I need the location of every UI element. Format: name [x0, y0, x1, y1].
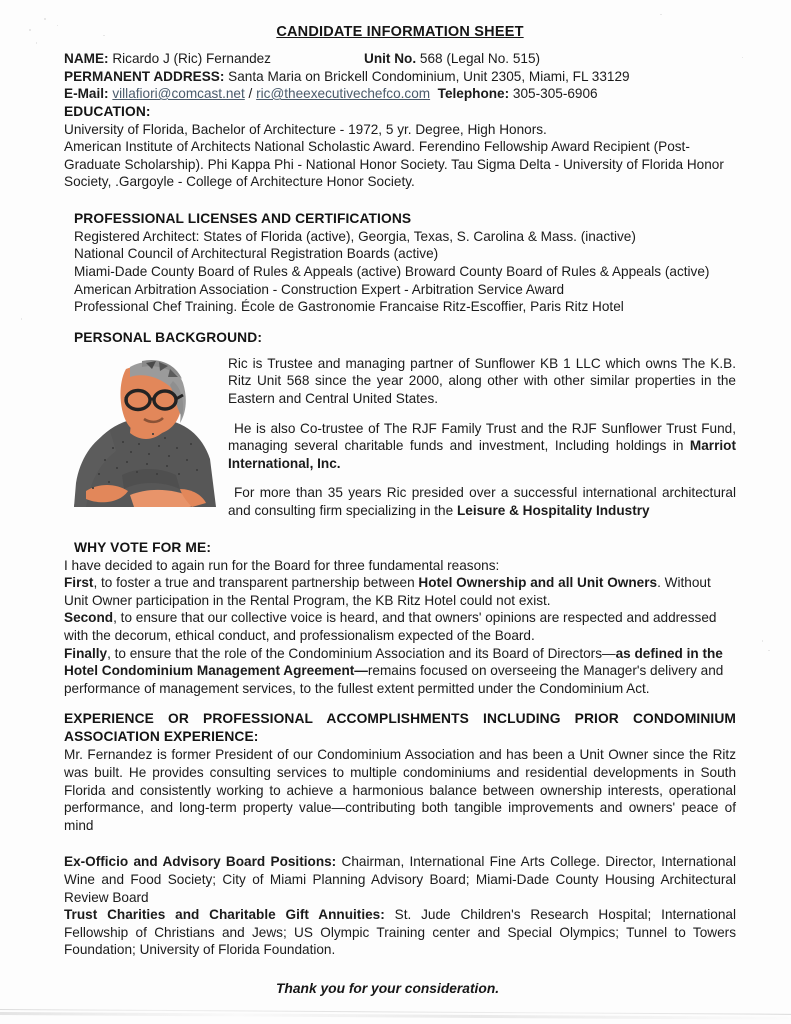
bio-paragraph [228, 484, 736, 519]
ex-officio-entry [64, 853, 736, 906]
boards-section [64, 853, 736, 959]
name-field [64, 50, 364, 68]
license-line: American Arbitration Association - Construction Expert - Arbitration Service Award [74, 281, 565, 297]
address-value: Santa Maria on Brickell Condominium, Unit 2305, Miami, FL 33129 [224, 68, 630, 84]
email-label: E-Mail: [64, 86, 109, 101]
ex-officio-label: Ex-Officio and Advisory Board Positions: [64, 854, 337, 870]
closing-statement: Thank you for your consideration. [276, 980, 500, 996]
license-line: Miami-Dade County Board of Rules & Appeals (active) Broward County Board of Rules & Appeals (active) [74, 264, 710, 280]
bio-paragraph [228, 355, 736, 408]
name-value: Ricardo J (Ric) Fernandez [108, 51, 271, 66]
reason-text: , to ensure that our collective voice is heard, and that owners' opinions are respected and addressed with the decorum, ethical conduct, and professionalism expected of the Board. [64, 610, 717, 643]
personal-background-heading: PERSONAL BACKGROUND: [74, 329, 263, 345]
experience-heading-line-2: ASSOCIATION EXPERIENCE: [64, 729, 259, 745]
identity-block [64, 50, 736, 103]
reason-label: Finally [64, 645, 108, 661]
bio-text [228, 355, 736, 520]
education-line: American Institute of Architects National Scholastic Award. Ferendino Fellowship Award Recipient (Post-Graduate Scholarship). Phi Kappa Phi - National Honor Society. Tau Sigma Delta - University of Florida Honor Society, .Gargoyle - College of Architecture Honor Society. [64, 139, 724, 190]
why-vote-intro: I have decided to again run for the Board for three fundamental reasons: [64, 557, 500, 573]
bio-text-run: Ric is Trustee and managing partner of Sunflower KB 1 LLC which owns The K.B. Ritz Unit 568 since the year 2000, along other with other similar properties in the Eastern and Central United States. [228, 355, 736, 407]
licenses-section [64, 210, 736, 316]
licenses-heading: PROFESSIONAL LICENSES AND CERTIFICATIONS [74, 210, 412, 226]
scan-speck [768, 650, 770, 651]
why-vote-heading: WHY VOTE FOR ME: [74, 539, 212, 555]
bio-text-run-bold: Marriot International, Inc. [228, 438, 736, 471]
reason-text: remains focused on overseeing the Manager's delivery and performance of management services, to the fullest extent permitted under the Condominium Act. [64, 663, 724, 696]
experience-heading-line-1: EXPERIENCE OR PROFESSIONAL ACCOMPLISHMENTS INCLUDING PRIOR CONDOMINIUM [64, 711, 736, 727]
reason-text: , to ensure that the role of the Condominium Association and its Board of Directors— [107, 645, 616, 661]
license-line: Professional Chef Training. École de Gastronomie Francaise Ritz-Escoffier, Paris Ritz Hotel [74, 299, 624, 315]
ex-officio-value: Chairman, International Fine Arts College. Director, International Wine and Food Society; City of Miami Planning Advisory Board; Miami-Dade County Housing Architectural Review Board [64, 854, 736, 905]
why-vote-section [64, 539, 736, 698]
portrait-photo-icon [64, 355, 224, 507]
email-link-primary[interactable]: villafiori@comcast.net [112, 86, 245, 101]
charities-value: St. Jude Children's Research Hospital; International Fellowship of Christians and Jews; US Olympic Training center and Special Olympics; Tunnel to Towers Foundation; University of Florida Foundation. [64, 907, 736, 958]
why-vote-reason [64, 645, 736, 698]
name-label: NAME: [64, 51, 109, 66]
unit-field [364, 50, 540, 68]
document-body [64, 0, 736, 996]
bio-text-run: For more than 35 years Ric presided over a successful international architectural and consulting firm specializing in the [228, 485, 736, 518]
bio-text-run: He is also Co-trustee of The RJF Family Trust and the RJF Sunflower Trust Fund, managing several charitable funds and investment, Including holdings in [228, 420, 736, 454]
page-title: CANDIDATE INFORMATION SHEET [276, 24, 524, 40]
unit-value: 568 (Legal No. 515) [416, 51, 541, 66]
email-separator: / [244, 86, 257, 101]
education-line: University of Florida, Bachelor of Architecture - 1972, 5 yr. Degree, High Honors. [64, 121, 547, 137]
bio-text-run-bold: Leisure & Hospitality Industry [456, 503, 650, 518]
experience-body: Mr. Fernandez is former President of our Condominium Association and has been a Unit Owner since the Ritz was built. He provides consulting services to multiple condominiums and residential developments in South Florida and consistently working to achieve a harmonious balance between ownership interests, operational performance, and long-term property value—contributing both tangible improvements and owners' peace of mind [64, 747, 736, 833]
scan-speck [29, 29, 31, 31]
phone-label: Telephone: [437, 86, 510, 101]
reason-text-bold: as defined in the Hotel Condominium Management Agreement— [64, 645, 723, 679]
reason-label: First [64, 575, 94, 591]
scan-speck [44, 18, 46, 20]
bio-block [64, 355, 736, 520]
personal-background-section [64, 329, 736, 520]
address-label: PERMANENT ADDRESS: [64, 68, 225, 84]
license-line: Registered Architect: States of Florida (active), Georgia, Texas, S. Carolina & Mass. (inactive) [74, 228, 636, 244]
address-field [64, 68, 736, 86]
email-field [64, 85, 736, 103]
why-vote-reason [64, 574, 736, 609]
scan-speck [762, 640, 763, 642]
reason-text-bold: Hotel Ownership and all Unit Owners [418, 575, 658, 591]
why-vote-reason [64, 609, 736, 644]
scan-speck [36, 42, 37, 44]
name-row [64, 50, 736, 68]
education-heading: EDUCATION: [64, 103, 151, 119]
scan-speck [21, 318, 22, 320]
reason-text: , to foster a true and transparent partnership between [93, 575, 419, 591]
charities-entry [64, 906, 736, 959]
email-link-secondary[interactable]: ric@theexecutivechefco.com [256, 86, 431, 101]
license-line: National Council of Architectural Registration Boards (active) [74, 246, 439, 262]
education-section [64, 103, 736, 191]
scan-speck [742, 57, 743, 58]
bio-paragraph [228, 420, 736, 473]
phone-value: 305-305-6906 [509, 86, 598, 101]
experience-section [64, 710, 736, 834]
charities-label: Trust Charities and Charitable Gift Annuities: [64, 907, 385, 923]
reason-label: Second [64, 610, 114, 626]
unit-label: Unit No. [364, 51, 417, 66]
reason-text: . Without Unit Owner participation in the Rental Program, the KB Ritz Hotel could not exist. [64, 575, 711, 608]
scan-speck [57, 25, 58, 26]
